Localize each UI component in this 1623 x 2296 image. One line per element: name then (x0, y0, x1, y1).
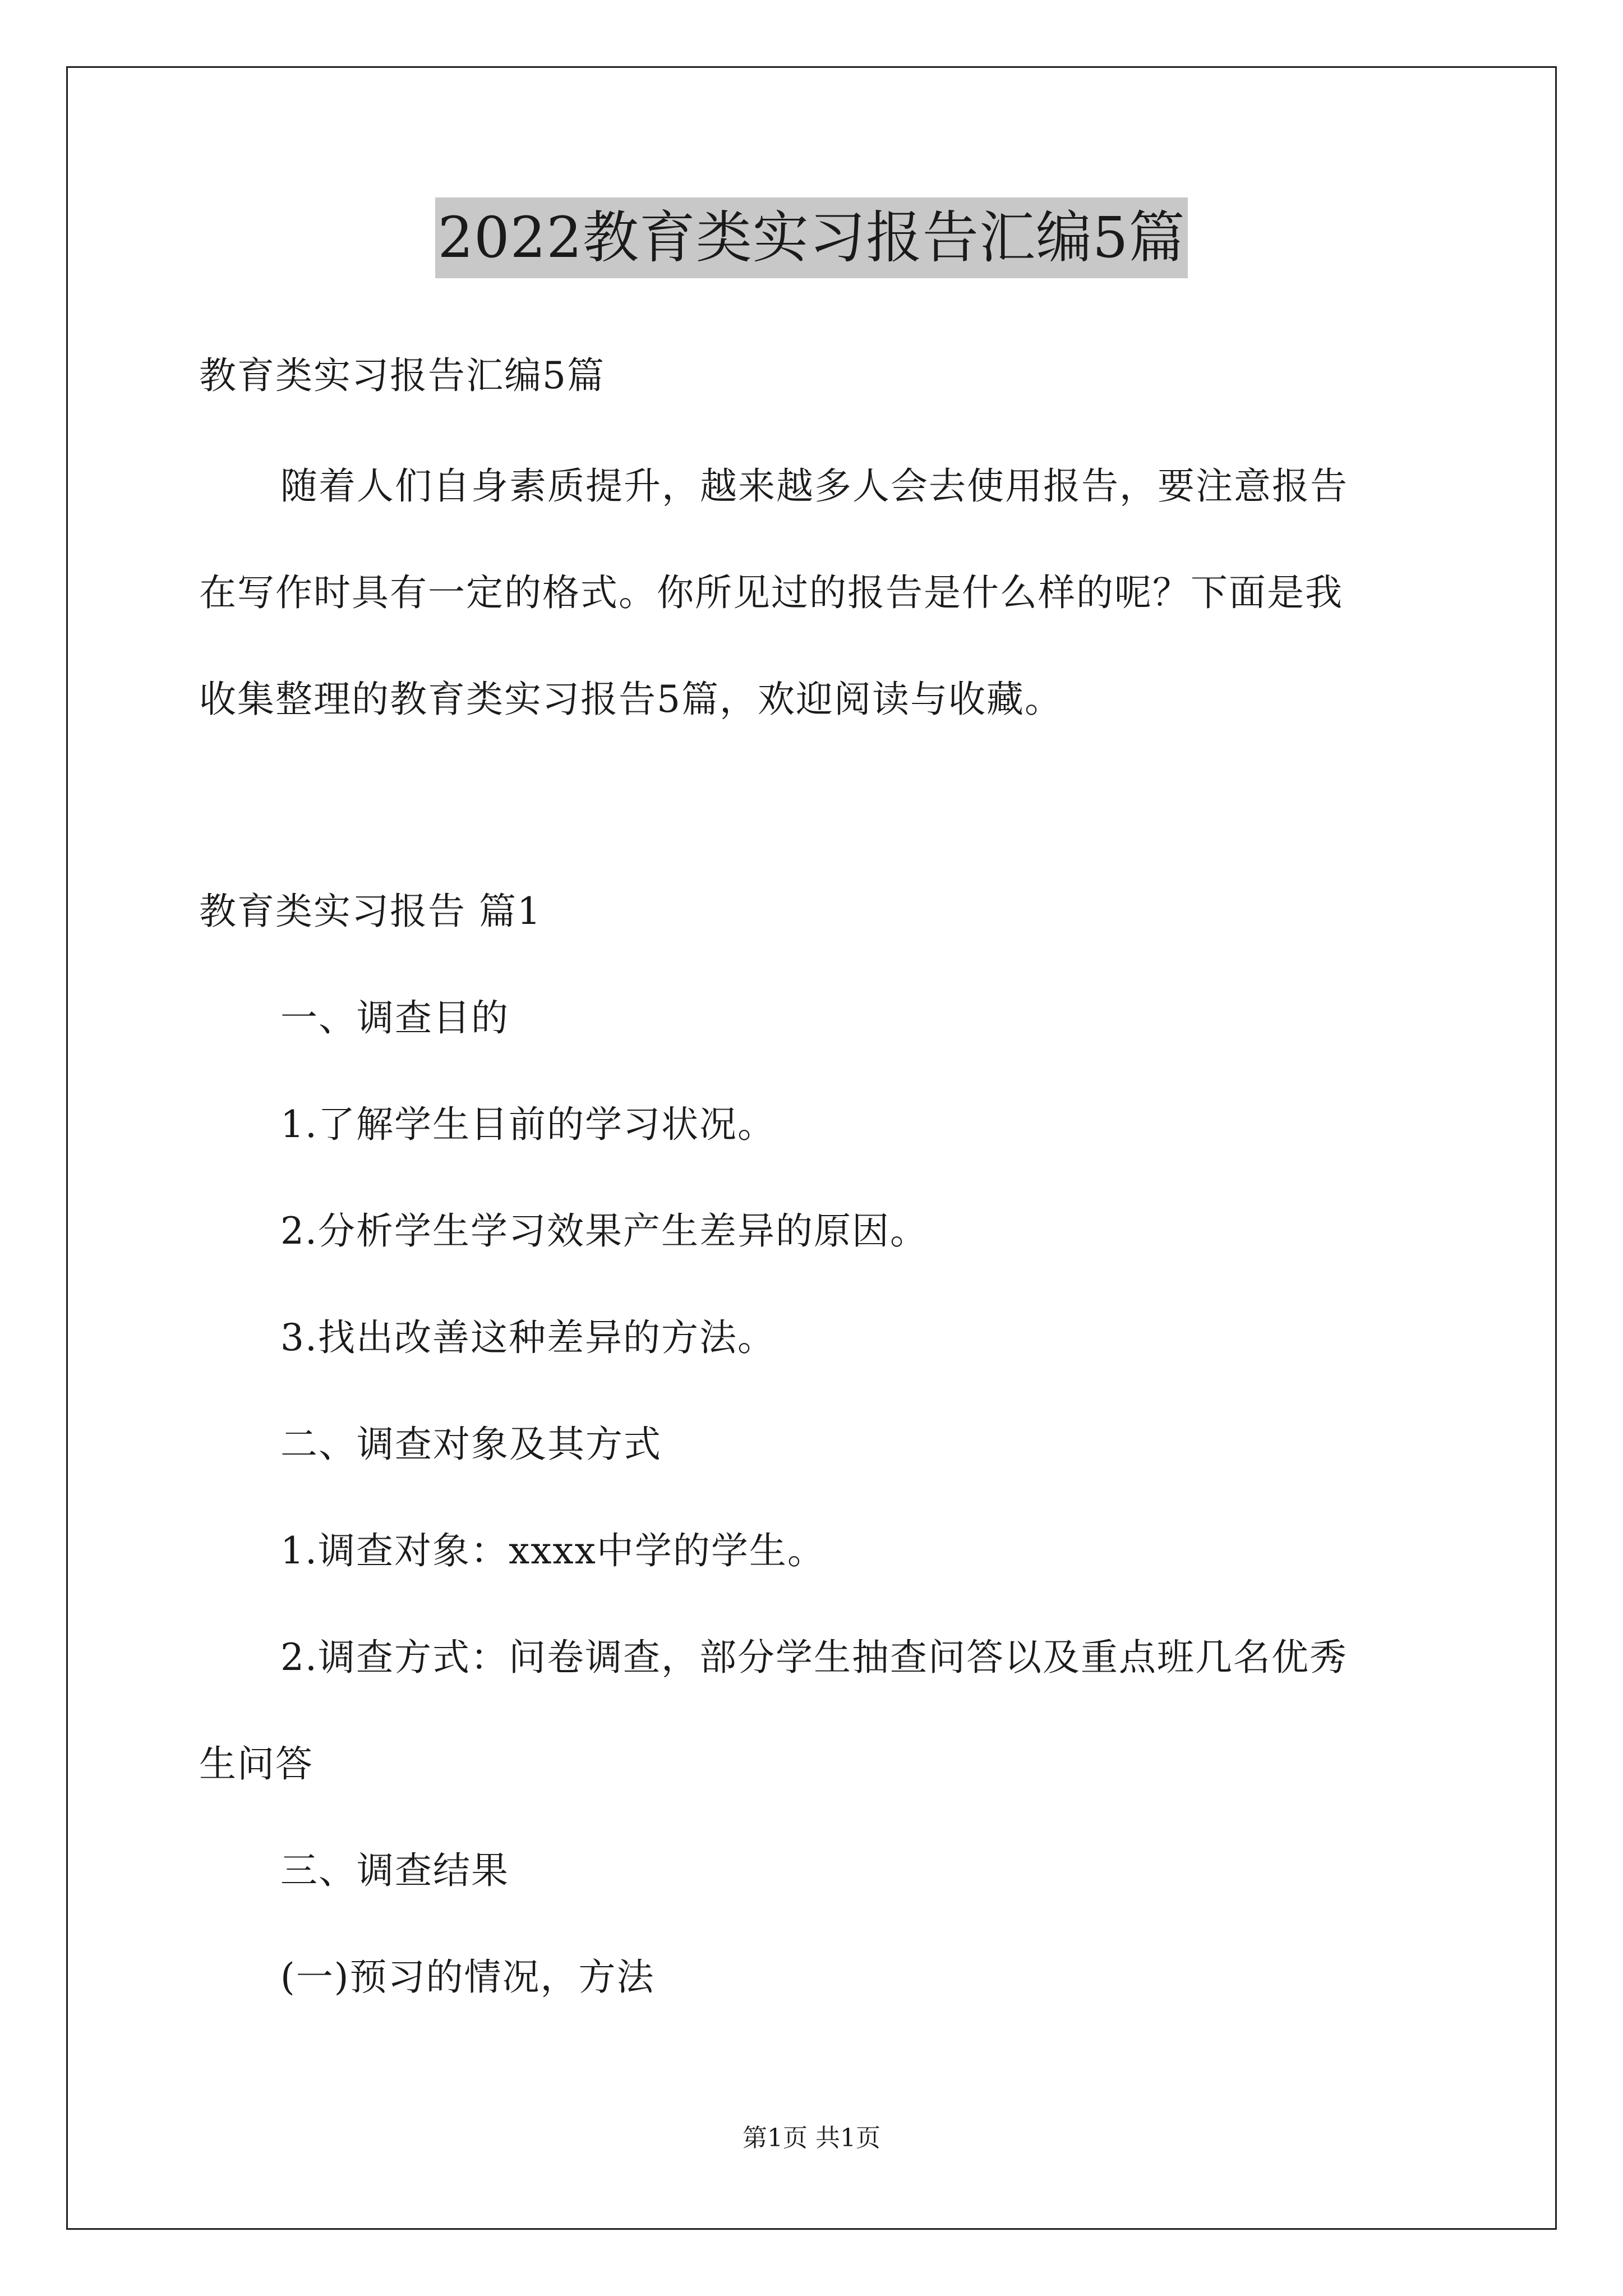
subheading-preview: (一)预习的情况，方法 (280, 1955, 655, 1999)
section-heading: 教育类实习报告 篇1 (199, 890, 542, 933)
heading-survey-purpose: 一、调查目的 (280, 996, 509, 1039)
page-footer: 第1页 共1页 (743, 2124, 880, 2152)
list-item-continuation: 生问答 (199, 1742, 313, 1786)
list-item: 1.调查对象：xxxx中学的学生。 (280, 1529, 826, 1572)
heading-survey-results: 三、调查结果 (280, 1849, 509, 1892)
list-item: 2.调查方式：问卷调查，部分学生抽查问答以及重点班几名优秀 (280, 1636, 1348, 1679)
intro-paragraph-line-2: 在写作时具有一定的格式。你所见过的报告是什么样的呢？下面是我 (199, 571, 1343, 614)
list-item: 3.找出改善这种差异的方法。 (280, 1316, 776, 1359)
heading-survey-subjects: 二、调查对象及其方式 (280, 1423, 662, 1466)
list-item: 2.分析学生学习效果产生差异的原因。 (280, 1209, 928, 1253)
intro-paragraph-line-3: 收集整理的教育类实习报告5篇，欢迎阅读与收藏。 (199, 678, 1063, 721)
list-item: 1.了解学生目前的学习状况。 (280, 1103, 776, 1146)
document-title: 2022教育类实习报告汇编5篇 (435, 197, 1187, 278)
intro-paragraph-line-1: 随着人们自身素质提升，越来越多人会去使用报告，要注意报告 (280, 464, 1348, 508)
title-container (0, 197, 1623, 278)
document-subtitle: 教育类实习报告汇编5篇 (199, 354, 605, 397)
